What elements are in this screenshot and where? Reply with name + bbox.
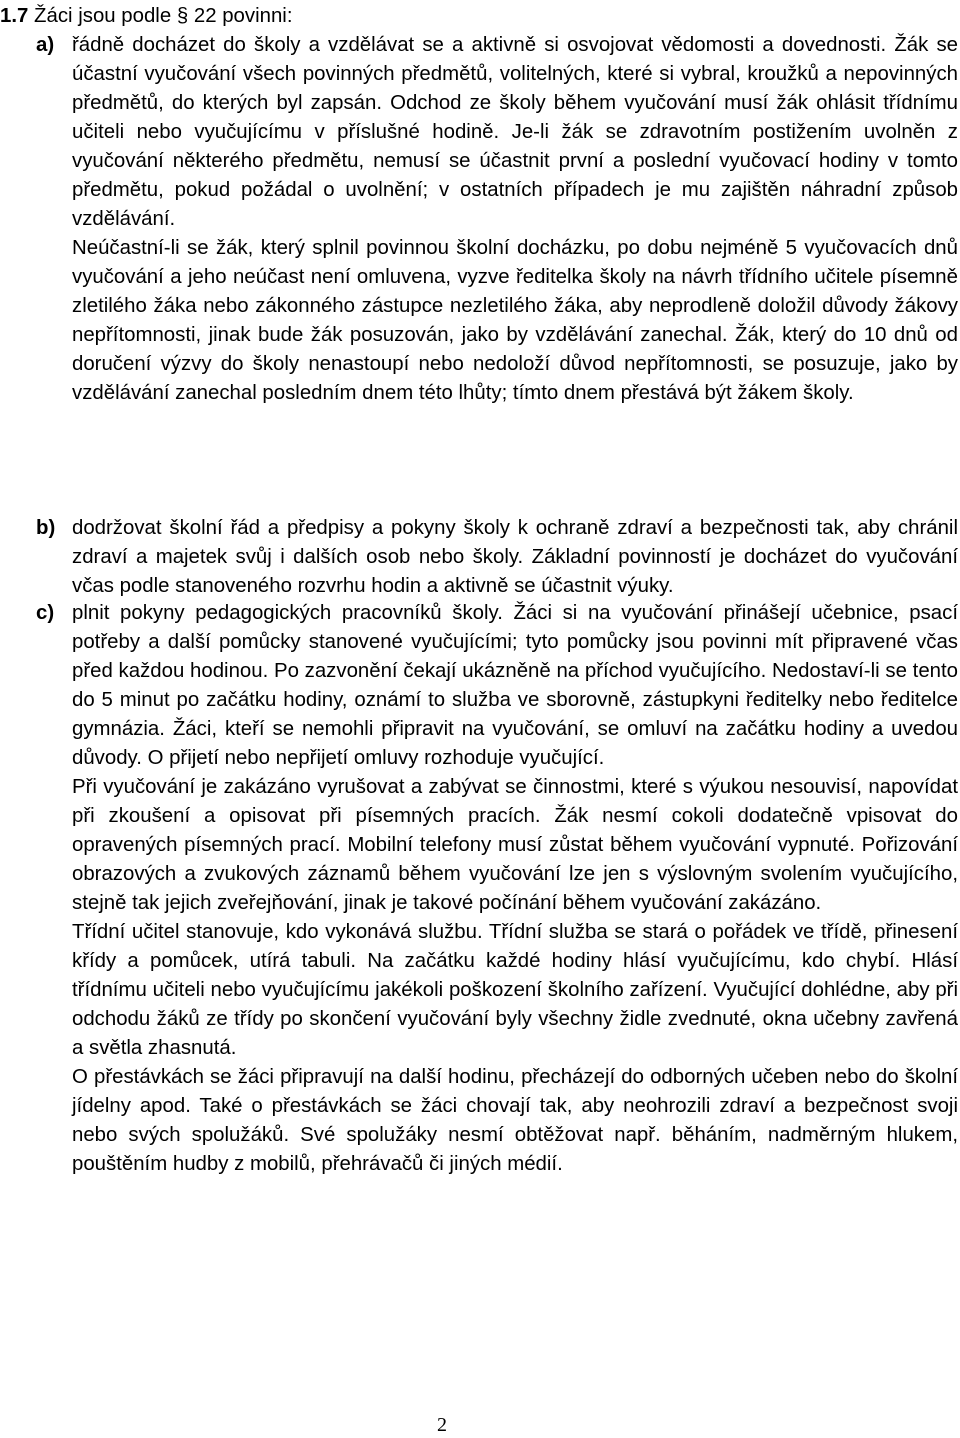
list-item-c-content bbox=[72, 599, 958, 1179]
list-marker-c: c) bbox=[36, 602, 55, 624]
paragraph: Třídní učitel stanovuje, kdo vykonává službu. Třídní služba se stará o pořádek ve třídě, přinesení křídy a pomůcek, utírá tabuli. Na začátku každé hodiny hlásí vyučujícímu, kdo chybí. Hlásí třídnímu učiteli nebo vyučujícímu jakékoli poškození školního zařízení. Vyučující dohlédne, aby při odchodu žáků ze třídy po skončení vyučování byly všechny židle zvednuté, okna učebny zavřená a světla zhasnutá. bbox=[72, 921, 958, 1059]
paragraph: plnit pokyny pedagogických pracovníků školy. Žáci si na vyučování přinášejí učebnice, psací potřeby a další pomůcky stanovené vyučujícími; tyto pomůcky jsou povinni mít připravené včas před každou hodinou. Po zazvonění čekají ukázněně na příchod vyučujícího. Nedostaví-li se tento do 5 minut po začátku hodiny, oznámí to služba ve sborovně, zástupkyni ředitelky nebo ředitelce gymnázia. Žáci, kteří se nemohli připravit na vyučování, se omluví na začátku hodiny a uvedou důvody. O přijetí nebo nepřijetí omluvy rozhoduje vyučující. bbox=[72, 602, 958, 769]
list-item-b-content bbox=[72, 514, 958, 601]
section-number: 1.7 bbox=[0, 5, 29, 27]
paragraph: řádně docházet do školy a vzdělávat se a aktivně si osvojovat vědomosti a dovednosti. Žák se účastní vyučování všech povinných předmětů, volitelných, které si vybral, kroužků a nepovinných předmětů, do kterých byl zapsán. Odchod ze školy během vyučování musí žák ohlásit třídnímu učiteli nebo vyučujícímu v příslušné hodině. Je-li žák se zdravotním postižením uvolněn z vyučování některého předmětu, nemusí se účastnit první a poslední vyučovací hodiny v tomto předmětu, pokud požádal o uvolnění; v ostatních případech je mu zajištěn náhradní způsob vzdělávání. bbox=[72, 34, 958, 230]
paragraph: Při vyučování je zakázáno vyrušovat a zabývat se činnostmi, které s výukou nesouvisí, napovídat při zkoušení a opisovat při písemných pracích. Žák nesmí cokoli dodatečně vpisovat do opravených písemných prací. Mobilní telefony musí zůstat během vyučování vypnuté. Pořizování obrazových a zvukových záznamů během vyučování lze jen s výslovným svolením vyučujícího, stejně tak jejich zveřejňování, jinak je takové počínání během vyučování zakázáno. bbox=[72, 776, 958, 914]
list-item-a-content bbox=[72, 31, 958, 408]
paragraph: Neúčastní-li se žák, který splnil povinnou školní docházku, po dobu nejméně 5 vyučovacích dnů vyučování a jeho neúčast není omluvena, vyzve ředitelka školy na návrh třídního učitele písemně zletilého žáka nebo zákonného zástupce nezletilého žáka, aby neprodleně doložil důvody žákovy nepřítomnosti, jinak bude žák posuzován, jako by vzdělávání zanechal. Žák, který do 10 dnů od doručení výzvy do školy nenastoupí nebo nedoloží důvod nepřítomnosti, se posuzuje, jako by vzdělávání zanechal posledním dnem této lhůty; tímto dnem přestává být žákem školy. bbox=[72, 237, 958, 404]
section-title: Žáci jsou podle § 22 povinni: bbox=[34, 5, 293, 27]
list-marker-a: a) bbox=[36, 34, 55, 56]
paragraph: O přestávkách se žáci připravují na další hodinu, přecházejí do odborných učeben nebo do školní jídelny apod. Také o přestávkách se žáci chovají tak, aby neohrozili zdraví a bezpečnost svoji nebo svých spolužáků. Své spolužáky nesmí obtěžovat např. běháním, nadměrným hlukem, pouštěním hudby z mobilů, přehrávačů či jiných médií. bbox=[72, 1066, 958, 1175]
paragraph: dodržovat školní řád a předpisy a pokyny školy k ochraně zdraví a bezpečnosti tak, aby chránil zdraví a majetek svůj i dalších osob nebo školy. Základní povinností je docházet do vyučování včas podle stanoveného rozvrhu hodin a aktivně se účastnit výuky. bbox=[72, 517, 958, 597]
section-heading bbox=[0, 2, 292, 31]
list-marker-b: b) bbox=[36, 517, 56, 539]
page-number: 2 bbox=[437, 1414, 447, 1436]
